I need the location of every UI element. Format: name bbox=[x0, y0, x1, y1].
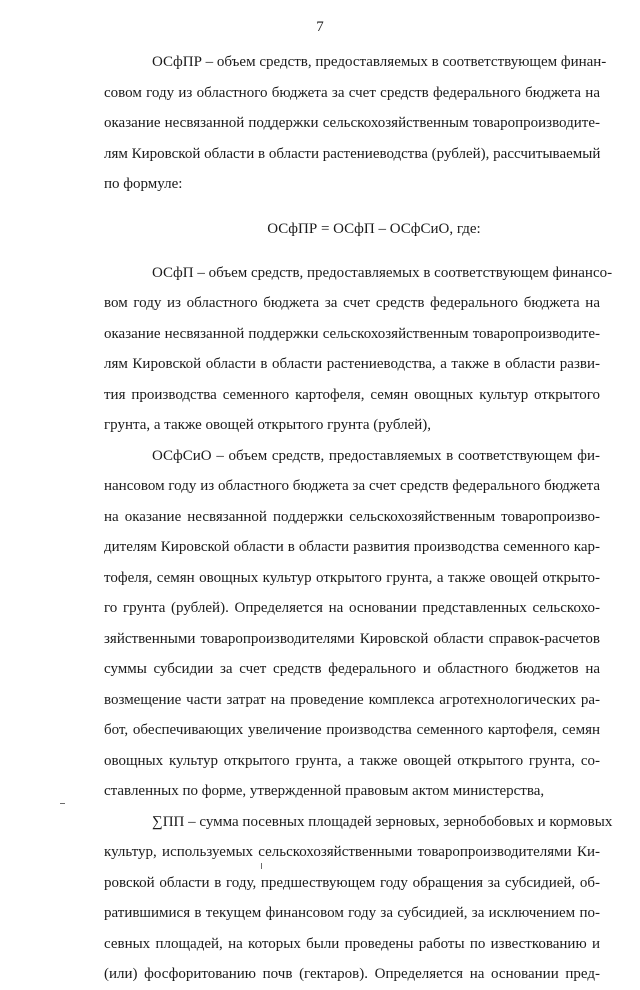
text-line: тофеля, семян овощных культур открытого грунта, а также овощей открыто- bbox=[104, 569, 600, 586]
text-line: оказание несвязанной поддержки сельскохозяйственным товаропроизводите- bbox=[104, 115, 600, 131]
text-line: дителям Кировской области в области развития производства семенного кар- bbox=[104, 539, 600, 555]
scan-artifact-mark bbox=[261, 863, 262, 869]
text-line: совом году из областного бюджета за счет средств федерального бюджета на bbox=[104, 84, 600, 101]
text-line: бот, обеспечивающих увеличение производства семенного картофеля, семян bbox=[104, 722, 600, 738]
text-line: ровской области в году, предшествующем году обращения за субсидией, об- bbox=[104, 874, 600, 891]
page-number: 7 bbox=[316, 19, 324, 35]
text-line: (или) фосфоритованию почв (гектаров). Определяется на основании пред- bbox=[104, 966, 600, 982]
text-line: тия производства семенного картофеля, семян овощных культур открытого bbox=[104, 386, 600, 403]
text-line: лям Кировской области в области растениеводства (рублей), рассчитываемый bbox=[104, 145, 601, 162]
text-line: суммы субсидии за счет средств федерального и областного бюджетов на bbox=[104, 661, 600, 677]
formula: ОСфПР = ОСфП – ОСфСиО, где: bbox=[267, 220, 481, 237]
text-line: ставленных по форме, утвержденной правовым актом министерства, bbox=[104, 783, 545, 799]
text-line: оказание несвязанной поддержки сельскохозяйственным товаропроизводите- bbox=[104, 325, 600, 342]
text-line: овощных культур открытого грунта, а также овощей открытого грунта, со- bbox=[104, 752, 600, 769]
text-line: зяйственными товаропроизводителями Кировской области справок-расчетов bbox=[104, 630, 600, 647]
paragraph-osfp-definition bbox=[104, 258, 613, 441]
text-line: ОСфСиО – объем средств, предоставляемых в соответствующем фи- bbox=[152, 447, 600, 464]
scan-artifact-mark bbox=[60, 803, 65, 804]
text-line: лям Кировской области в области растениеводства, а также в области разви- bbox=[104, 356, 600, 372]
text-line: возмещение части затрат на проведение комплекса агротехнологических ра- bbox=[104, 691, 600, 708]
text-line: ∑ПП – сумма посевных площадей зерновых, зернобобовых и кормовых bbox=[152, 813, 613, 830]
paragraph-osfpr-definition bbox=[104, 47, 607, 200]
paragraph-osfsio-definition bbox=[104, 441, 600, 807]
text-line: ратившимися в текущем финансовом году за субсидией, за исключением по- bbox=[104, 905, 600, 921]
text-line: ОСфПР – объем средств, предоставляемых в соответствующем финан- bbox=[152, 54, 607, 70]
text-line: на оказание несвязанной поддержки сельскохозяйственным товаропроизво- bbox=[104, 508, 600, 525]
paragraph-sum-pp-definition bbox=[104, 807, 613, 990]
text-line: го грунта (рублей). Определяется на основании представленных сельскохо- bbox=[104, 600, 600, 616]
text-line: культур, используемых сельскохозяйственными товаропроизводителями Ки- bbox=[104, 844, 600, 860]
text-line: ОСфП – объем средств, предоставляемых в соответствующем финансо- bbox=[152, 264, 613, 281]
text-line: нансовом году из областного бюджета за счет средств федерального бюджета bbox=[104, 478, 600, 494]
text-line: севных площадей, на которых были проведены работы по известкованию и bbox=[104, 935, 600, 952]
text-line: грунта, а также овощей открытого грунта (рублей), bbox=[104, 417, 432, 433]
body-text bbox=[104, 47, 613, 990]
text-line: по формуле: bbox=[104, 176, 183, 192]
text-line: вом году из областного бюджета за счет средств федерального бюджета на bbox=[104, 295, 600, 311]
